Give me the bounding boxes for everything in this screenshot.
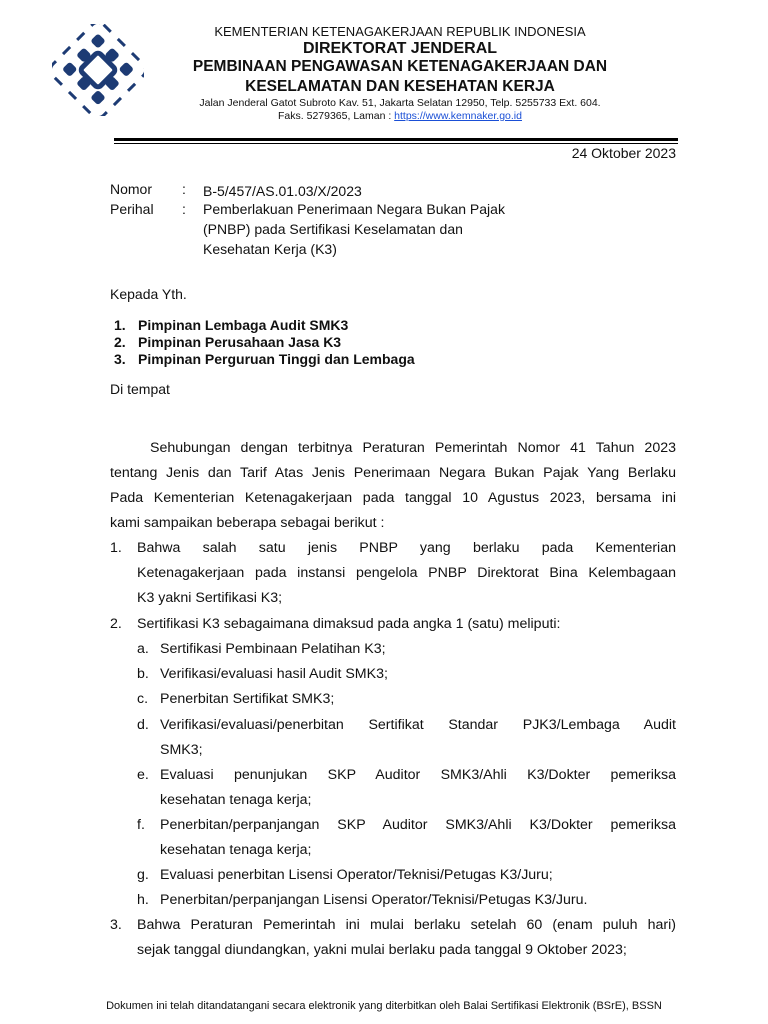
subitem-letter: b. — [137, 666, 149, 682]
salutation: Kepada Yth. — [110, 286, 187, 302]
point-1-line-1: Bahwa salah satu jenis PNBP yang berlaku pada Kementerian — [137, 540, 676, 556]
perihal-line-1: Pemberlakuan Penerimaan Negara Bukan Pajak — [203, 201, 505, 217]
subitem-text: Penerbitan/perpanjangan Lisensi Operator/Teknisi/Petugas K3/Juru. — [160, 892, 588, 908]
subitem-text: Evaluasi penerbitan Lisensi Operator/Teknisi/Petugas K3/Juru; — [160, 867, 553, 883]
subitem-letter: h. — [137, 892, 149, 908]
nomor-label: Nomor — [110, 181, 153, 197]
point-1-line-3: K3 yakni Sertifikasi K3; — [137, 590, 283, 606]
website-link[interactable]: https://www.kemnaker.go.id — [394, 110, 522, 122]
point-3-line-1: Bahwa Peraturan Pemerintah ini mulai berlaku setelah 60 (enam puluh hari) — [137, 917, 676, 933]
letter-date: 24 Oktober 2023 — [571, 145, 676, 161]
point-3-number: 3. — [110, 917, 122, 933]
recipient-item — [114, 317, 348, 333]
perihal-line-3: Kesehatan Kerja (K3) — [203, 241, 337, 257]
intro-line-3: Pada Kementerian Ketenagakerjaan pada tanggal 10 Agustus 2023, bersama ini — [110, 490, 676, 506]
subitem-text-cont: kesehatan tenaga kerja; — [160, 842, 312, 858]
point-2-text: Sertifikasi K3 sebagaimana dimaksud pada angka 1 (satu) meliputi: — [137, 616, 561, 632]
nomor-value: B-5/457/AS.01.03/X/2023 — [203, 183, 362, 199]
recipient-number: 1. — [114, 317, 126, 333]
fax-label: Faks. 5279365, Laman : — [278, 110, 395, 122]
intro-line-1: Sehubungan dengan terbitnya Peraturan Pemerintah Nomor 41 Tahun 2023 — [150, 440, 676, 456]
recipient-text: Pimpinan Perusahaan Jasa K3 — [138, 334, 342, 350]
letterhead-address: Jalan Jenderal Gatot Subroto Kav. 51, Jakarta Selatan 12950, Telp. 5255733 Ext. 604. — [199, 97, 601, 109]
subitem-letter: g. — [137, 867, 149, 883]
point-1-line-2: Ketenagakerjaan pada instansi pengelola PNBP Direktorat Bina Kelembagaan — [137, 565, 676, 581]
recipient-number: 2. — [114, 334, 126, 350]
subitem-letter: f. — [137, 817, 145, 833]
point-3-line-2: sejak tanggal diundangkan, yakni mulai berlaku pada tanggal 9 Oktober 2023; — [137, 942, 627, 958]
subitem-text: Sertifikasi Pembinaan Pelatihan K3; — [160, 641, 386, 657]
letterhead-unit-line1: PEMBINAAN PENGAWASAN KETENAGAKERJAAN DAN — [192, 58, 608, 75]
perihal-line-2: (PNBP) pada Sertifikasi Keselamatan dan — [203, 221, 463, 237]
perihal-label: Perihal — [110, 201, 154, 217]
recipient-item — [114, 334, 341, 350]
subitem-text-cont: kesehatan tenaga kerja; — [160, 792, 312, 808]
subitem-letter: e. — [137, 767, 149, 783]
e-signature-footer: Dokumen ini telah ditandatangani secara elektronik yang diterbitkan oleh Balai Sertifikasi Elektronik (BSrE), BSSN — [106, 1000, 662, 1012]
subitem-text: Verifikasi/evaluasi hasil Audit SMK3; — [160, 666, 388, 682]
letterhead-divider-thin — [114, 143, 678, 144]
point-2-number: 2. — [110, 616, 122, 632]
intro-line-2: tentang Jenis dan Tarif Atas Jenis Penerimaan Negara Bukan Pajak Yang Berlaku — [110, 465, 676, 481]
subitem-letter: a. — [137, 641, 149, 657]
subitem-text: Penerbitan Sertifikat SMK3; — [160, 691, 335, 707]
recipient-item — [114, 351, 415, 367]
recipient-number: 3. — [114, 351, 126, 367]
subitem-text: Penerbitan/perpanjangan SKP Auditor SMK3/Ahli K3/Dokter pemeriksa — [160, 817, 676, 833]
point-1-number: 1. — [110, 540, 122, 556]
nomor-colon: : — [182, 181, 186, 197]
subitem-letter: d. — [137, 717, 149, 733]
subitem-text: Verifikasi/evaluasi/penerbitan Sertifikat Standar PJK3/Lembaga Audit — [160, 717, 676, 733]
letterhead-divider-thick — [114, 138, 678, 141]
intro-line-4: kami sampaikan beberapa sebagai berikut : — [110, 515, 385, 531]
recipient-text: Pimpinan Lembaga Audit SMK3 — [138, 317, 349, 333]
recipient-text: Pimpinan Perguruan Tinggi dan Lembaga — [138, 351, 415, 367]
subitem-text-cont: SMK3; — [160, 742, 203, 758]
perihal-colon: : — [182, 201, 186, 217]
letterhead-contact — [150, 110, 650, 122]
subitem-letter: c. — [137, 691, 149, 707]
letterhead-unit-line2: KESELAMATAN DAN KESEHATAN KERJA — [245, 78, 555, 95]
letterhead-directorate: DIREKTORAT JENDERAL — [302, 40, 498, 57]
letterhead-ministry: KEMENTERIAN KETENAGAKERJAAN REPUBLIK INDONESIA — [214, 24, 586, 39]
place-text: Di tempat — [110, 381, 170, 397]
kemnaker-logo-icon — [52, 24, 144, 116]
subitem-text: Evaluasi penunjukan SKP Auditor SMK3/Ahli K3/Dokter pemeriksa — [160, 767, 676, 783]
